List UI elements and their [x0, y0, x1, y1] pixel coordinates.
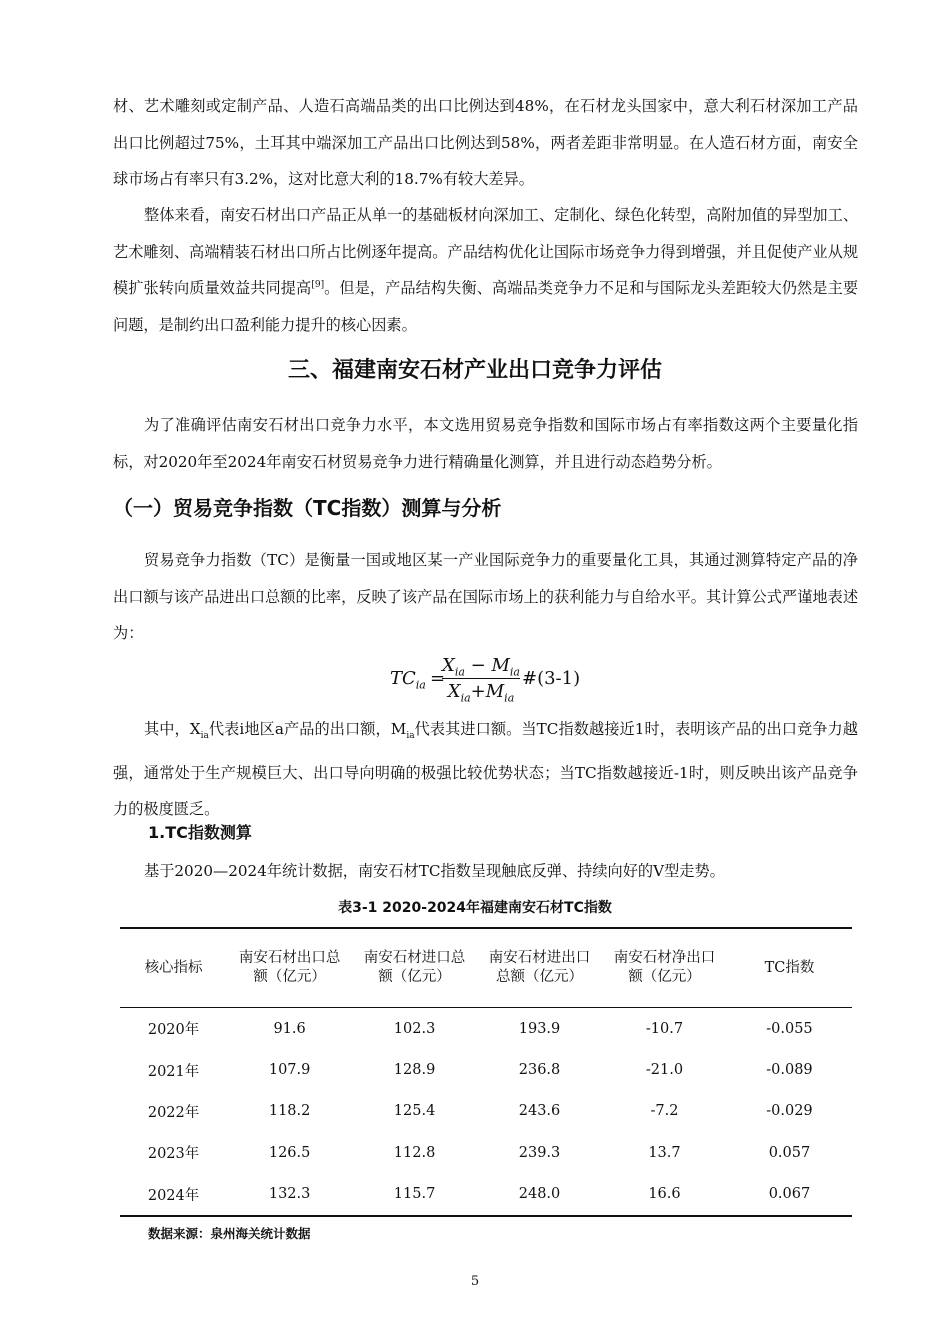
table-source-note: 数据来源：泉州海关统计数据 [148, 1226, 311, 1241]
table-cell: -21.0 [645, 1062, 684, 1079]
table-cell: -0.029 [766, 1103, 813, 1120]
column-header: 南安石材出口总额（亿元） [227, 928, 352, 1008]
table-cell: 2022年 [147, 1104, 200, 1121]
table-cell: 2024年 [120, 1174, 227, 1216]
table-cell: -0.089 [766, 1062, 813, 1079]
table-cell: 0.057 [768, 1144, 811, 1161]
table-cell: 0.067 [727, 1174, 852, 1216]
formula-equals: = [430, 668, 446, 689]
column-header: 南安石材进口总额（亿元） [352, 928, 477, 1008]
table-cell: 126.5 [268, 1144, 311, 1161]
paragraph-export-ratio: 材、艺术雕刻或定制产品、人造石高端品类的出口比例达到48%，在石材龙头国家中，意大利石材深加工产品出口比例超过75%，土耳其中端深加工产品出口比例达到58%，两者差距非常明显。在人造石材方面，南安全球市场占有率只有3.2%，这对比意大利的18.7%有较大差异。 [113, 97, 858, 188]
table-cell: 243.6 [518, 1103, 561, 1120]
table-row [120, 1049, 852, 1090]
paragraph-tc-definition: 贸易竞争力指数（TC）是衡量一国或地区某一产业国际竞争力的重要量化工具，其通过测算特定产品的净出口额与该产品进出口总额的比率，反映了该产品在国际市场上的获利能力与自给水平。其计算公式严谨地表述为： [113, 551, 858, 642]
table-cell: 193.9 [518, 1020, 561, 1037]
paragraph-text: 整体来看，南安石材出口产品正从单一的基础板材向深加工、定制化、绿色化转型，高附加值的异型加工、艺术雕刻、高端精装石材出口所占比例逐年提高。产品结构优化让国际市场竞争力得到增强，并且促使产业从规模扩张转向质量效益共同提高 [113, 206, 858, 297]
formula-fraction [442, 654, 520, 703]
table-row [120, 1008, 852, 1050]
citation-ref: [9] [311, 279, 325, 290]
paragraph-tc-explanation: 其中，$X_{ia}$代表i地区a产品的出口额，$M_{ia}$代表其进口额。当TC指数越接近1时，表明该产品的出口竞争力越强，通常处于生产规模巨大、出口导向明确的极强比较优势状态；当TC指数越接近-1时，则反映出该产品竞争力的极度匮乏。 [113, 720, 858, 819]
paragraph-overall-view [113, 197, 858, 343]
formula-denominator: $X_{ia}+M_{ia}$ [447, 681, 515, 705]
table-cell: -10.7 [645, 1020, 684, 1037]
column-header: TC指数 [727, 928, 852, 1008]
table-cell: 125.4 [393, 1103, 436, 1120]
column-header: 南安石材净出口额（亿元） [602, 928, 727, 1008]
table-row [120, 1174, 852, 1216]
table-cell: 239.3 [518, 1144, 561, 1161]
table-cell: 13.7 [648, 1144, 681, 1161]
table-cell: 112.8 [393, 1144, 436, 1161]
section-heading: 三、福建南安石材产业出口竞争力评估 [287, 358, 662, 383]
page-number: 5 [470, 1274, 480, 1289]
paragraph-text: 。但是，产品结构失衡、高端品类竞争力不足和与国际龙头差距较大仍然是主要问题，是制约出口盈利能力提升的核心因素。 [113, 279, 859, 334]
table-cell: 102.3 [393, 1020, 436, 1037]
subsection-heading: （一）贸易竞争指数（TC指数）测算与分析 [113, 496, 502, 520]
paragraph-intro-evaluation: 为了准确评估南安石材出口竞争力水平，本文选用贸易竞争指数和国际市场占有率指数这两个主要量化指标，对2020年至2024年南安石材贸易竞争力进行精确量化测算，并且进行动态趋势分析。 [113, 416, 858, 471]
table-cell: 107.9 [268, 1062, 311, 1079]
formula-lhs: $TC_{ia}$ [390, 668, 426, 692]
table-header-row [120, 928, 852, 1008]
table-cell: 132.3 [227, 1174, 352, 1216]
table-cell: 115.7 [352, 1174, 477, 1216]
table-cell: 118.2 [268, 1103, 311, 1120]
table-cell: 16.6 [602, 1174, 727, 1216]
tc-index-table [120, 927, 852, 1217]
tc-formula [390, 654, 610, 706]
table-cell: -7.2 [650, 1103, 679, 1120]
table-cell: 2021年 [147, 1063, 200, 1080]
formula-numerator: $X_{ia} - M_{ia}$ [442, 655, 520, 679]
table-row [120, 1091, 852, 1132]
paragraph-trend: 基于2020—2024年统计数据，南安石材TC指数呈现触底反弹、持续向好的V型走势。 [144, 862, 725, 880]
table-cell: 248.0 [477, 1174, 602, 1216]
subsubsection-heading: 1.TC指数测算 [148, 823, 252, 842]
column-header: 南安石材进出口总额（亿元） [477, 928, 602, 1008]
formula-tag: #(3-1) [522, 668, 581, 689]
table-cell: 2020年 [147, 1022, 200, 1039]
table-cell: 128.9 [393, 1062, 436, 1079]
table-row [120, 1132, 852, 1173]
table-caption: 表3-1 2020-2024年福建南安石材TC指数 [338, 900, 612, 916]
table-cell: 236.8 [518, 1062, 561, 1079]
column-header: 核心指标 [120, 928, 227, 1008]
table-cell: -0.055 [766, 1020, 813, 1037]
table-cell: 2023年 [147, 1146, 200, 1163]
table-cell: 91.6 [273, 1020, 306, 1037]
